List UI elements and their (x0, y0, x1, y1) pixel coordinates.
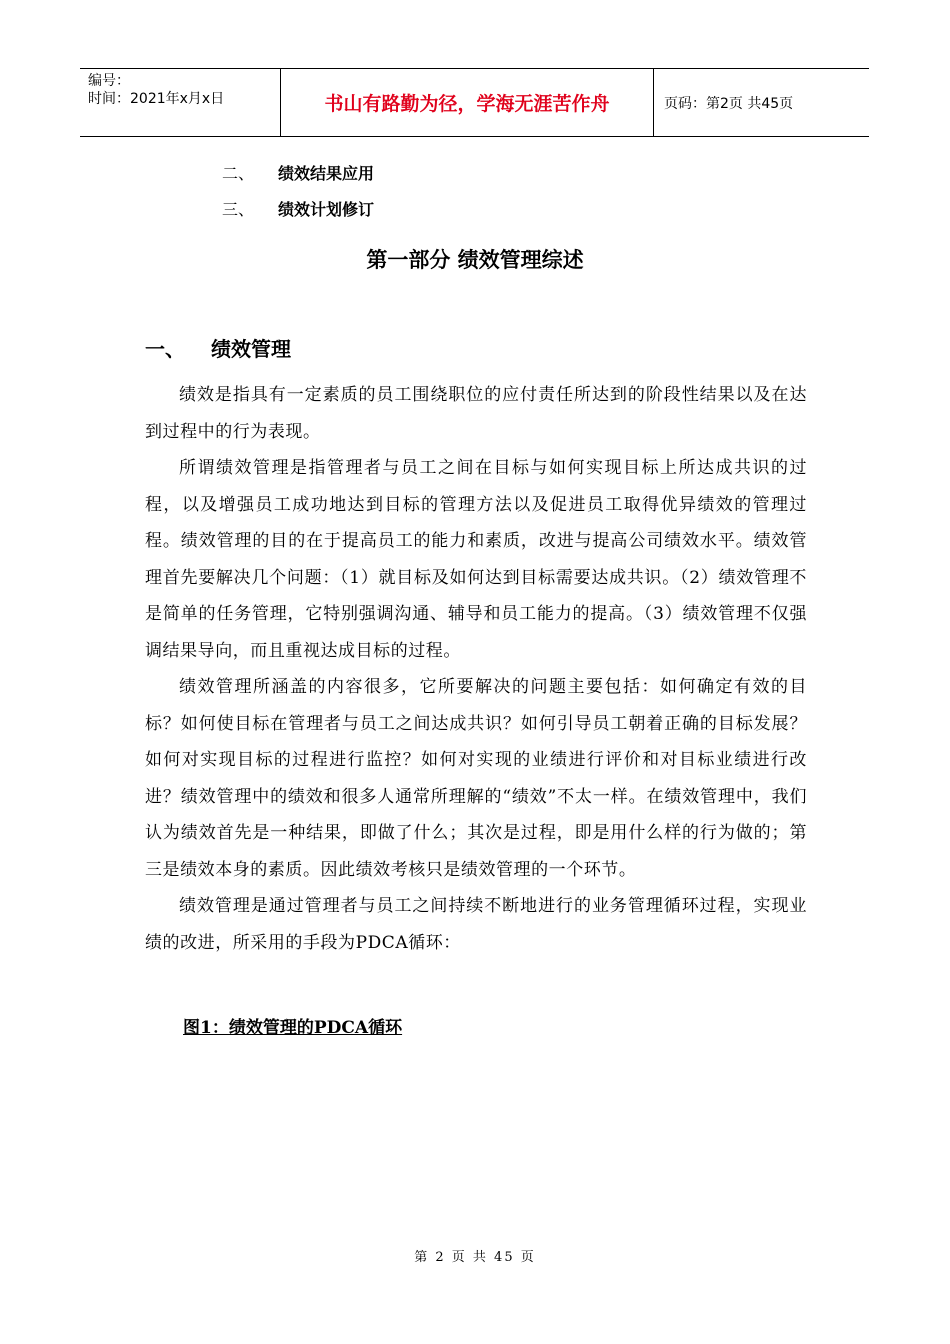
page-header (80, 68, 869, 137)
header-number: 编号： (88, 73, 130, 89)
toc-item-number: 二、 (222, 164, 255, 183)
toc-item-label: 绩效结果应用 (278, 164, 375, 183)
header-meta (80, 69, 281, 136)
toc-item-label: 绩效计划修订 (278, 200, 375, 219)
part-title: 第一部分 绩效管理综述 (366, 248, 584, 272)
section-heading (145, 333, 291, 362)
header-page-info: 页码：第2页 共45页 (664, 95, 794, 112)
header-motto: 书山有路勤为径，学海无涯苦作舟 (281, 69, 654, 136)
paragraph: 绩效是指具有一定素质的员工围绕职位的应付责任所达到的阶段性结果以及在达到过程中的行为表现。 (145, 385, 807, 442)
page-footer: 第 2 页 共 45 页 (414, 1250, 536, 1265)
paragraph: 绩效管理是通过管理者与员工之间持续不断地进行的业务管理循环过程，实现业绩的改进，所采用的手段为PDCA循环： (145, 896, 807, 953)
header-date: 时间：2021年x月x日 (88, 91, 225, 107)
toc-item-number: 三、 (222, 200, 255, 219)
section-number: 一、 (145, 337, 185, 361)
toc-item (222, 161, 374, 184)
body-text (145, 377, 807, 961)
paragraph: 所谓绩效管理是指管理者与员工之间在目标与如何实现目标上所达成共识的过程，以及增强员工成功地达到目标的管理方法以及促进员工取得优异绩效的管理过程。绩效管理的目的在于提高员工的能力和素质，改进与提高公司绩效水平。绩效管理首先要解决几个问题：（1）就目标及如何达到目标需要达成共识。（2）绩效管理不是简单的任务管理，它特别强调沟通、辅导和员工能力的提高。（3）绩效管理不仅强调结果导向，而且重视达成目标的过程。 (145, 458, 807, 661)
section-title: 绩效管理 (211, 337, 291, 361)
paragraph: 绩效管理所涵盖的内容很多，它所要解决的问题主要包括：如何确定有效的目标？如何使目标在管理者与员工之间达成共识？如何引导员工朝着正确的目标发展？如何对实现目标的过程进行监控？如何对实现的业绩进行评价和对目标业绩进行改进？绩效管理中的绩效和很多人通常所理解的“绩效”不太一样。在绩效管理中，我们认为绩效首先是一种结果，即做了什么；其次是过程，即是用什么样的行为做的；第三是绩效本身的素质。因此绩效考核只是绩效管理的一个环节。 (145, 677, 807, 880)
toc-item (222, 197, 374, 220)
figure-caption: 图1：绩效管理的PDCA循环 (183, 1018, 403, 1038)
